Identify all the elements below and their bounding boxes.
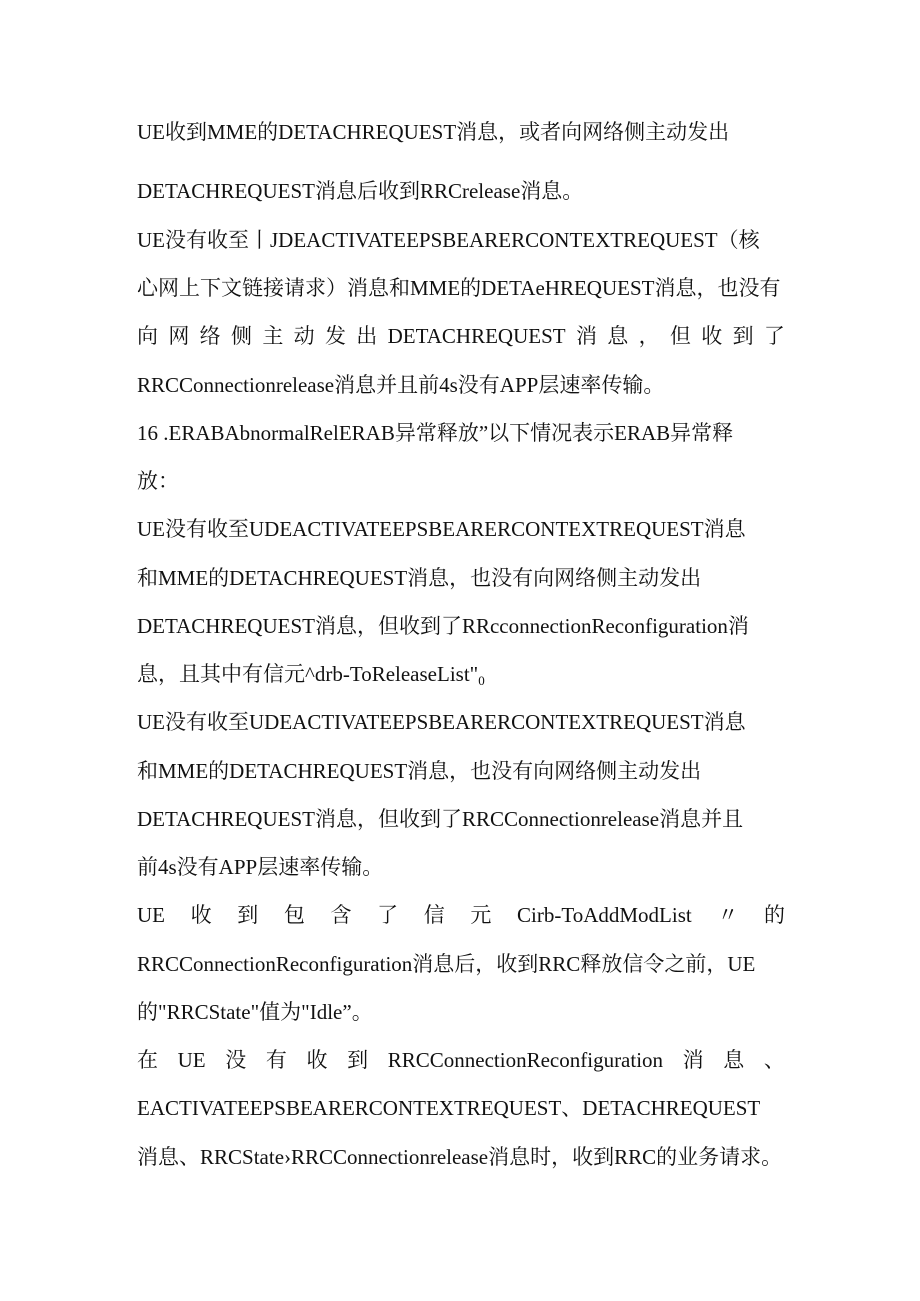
text-line-17: UE 收 到 包 含 了 信 元 Cirb-ToAddModList 〃 的: [137, 903, 785, 927]
text-line-14: 和MME的DETACHREQUEST消息，也没有向网络侧主动发出: [137, 759, 702, 783]
text-line-18: RRCConnectionReconfiguration消息后，收到RRC释放信令之前，UE: [137, 952, 756, 976]
text-line-11: DETACHREQUEST消息，但收到了RRcconnectionReconfiguration消: [137, 614, 749, 638]
text-line-20: 在 UE 没 有 收 到 RRCConnectionReconfiguration 消 息 、: [137, 1048, 785, 1072]
text-line-15: DETACHREQUEST消息，但收到了RRCConnectionrelease消息并且: [137, 807, 744, 831]
text-line-16: 前4s没有APP层速率传输。: [137, 855, 384, 879]
text-line-19: 的"RRCState"值为"Idle”。: [137, 1000, 373, 1024]
text-line-6: RRCConnectionrelease消息并且前4s没有APP层速率传输。: [137, 373, 665, 397]
text-line-2: DETACHREQUEST消息后收到RRCrelease消息。: [137, 179, 584, 203]
text-line-13: UE没有收至UDEACTIVATEEPSBEARERCONTEXTREQUEST消息: [137, 710, 746, 734]
text-line-3-content: UE没有收至丨JDEACTIVATEEPSBEARERCONTEXTREQUEST（核: [137, 228, 760, 252]
text-line-12: 息，且其中有信元$\^{}drb-ToReleaseList"_0$: [137, 662, 485, 688]
text-line-5: 向 网 络 侧 主 动 发 出 DETACHREQUEST 消 息 ， 但 收 到 了: [137, 324, 785, 348]
text-line-3: [137, 226, 785, 254]
text-line-7: 16 .ERABAbnormalRelERAB异常释放”以下情况表示ERAB异常释: [137, 421, 734, 445]
text-line-22: 消息、RRCState›RRCConnectionrelease消息时，收到RRC的业务请求。: [137, 1145, 783, 1169]
text-line-1: UE收到MME的DETACHREQUEST消息，或者向网络侧主动发出: [137, 120, 730, 144]
subscript-zero: 0: [478, 673, 485, 688]
text-line-4: 心网上下文链接请求）消息和MME的DETAeHREQUEST消息，也没有: [137, 276, 781, 300]
text-line-8: 放：: [137, 469, 179, 493]
text-line-21: EACTIVATEEPSBEARERCONTEXTREQUEST、DETACHREQUEST: [137, 1096, 761, 1120]
text-line-10: 和MME的DETACHREQUEST消息，也没有向网络侧主动发出: [137, 566, 702, 590]
text-line-9: UE没有收至UDEACTIVATEEPSBEARERCONTEXTREQUEST消息: [137, 517, 746, 541]
